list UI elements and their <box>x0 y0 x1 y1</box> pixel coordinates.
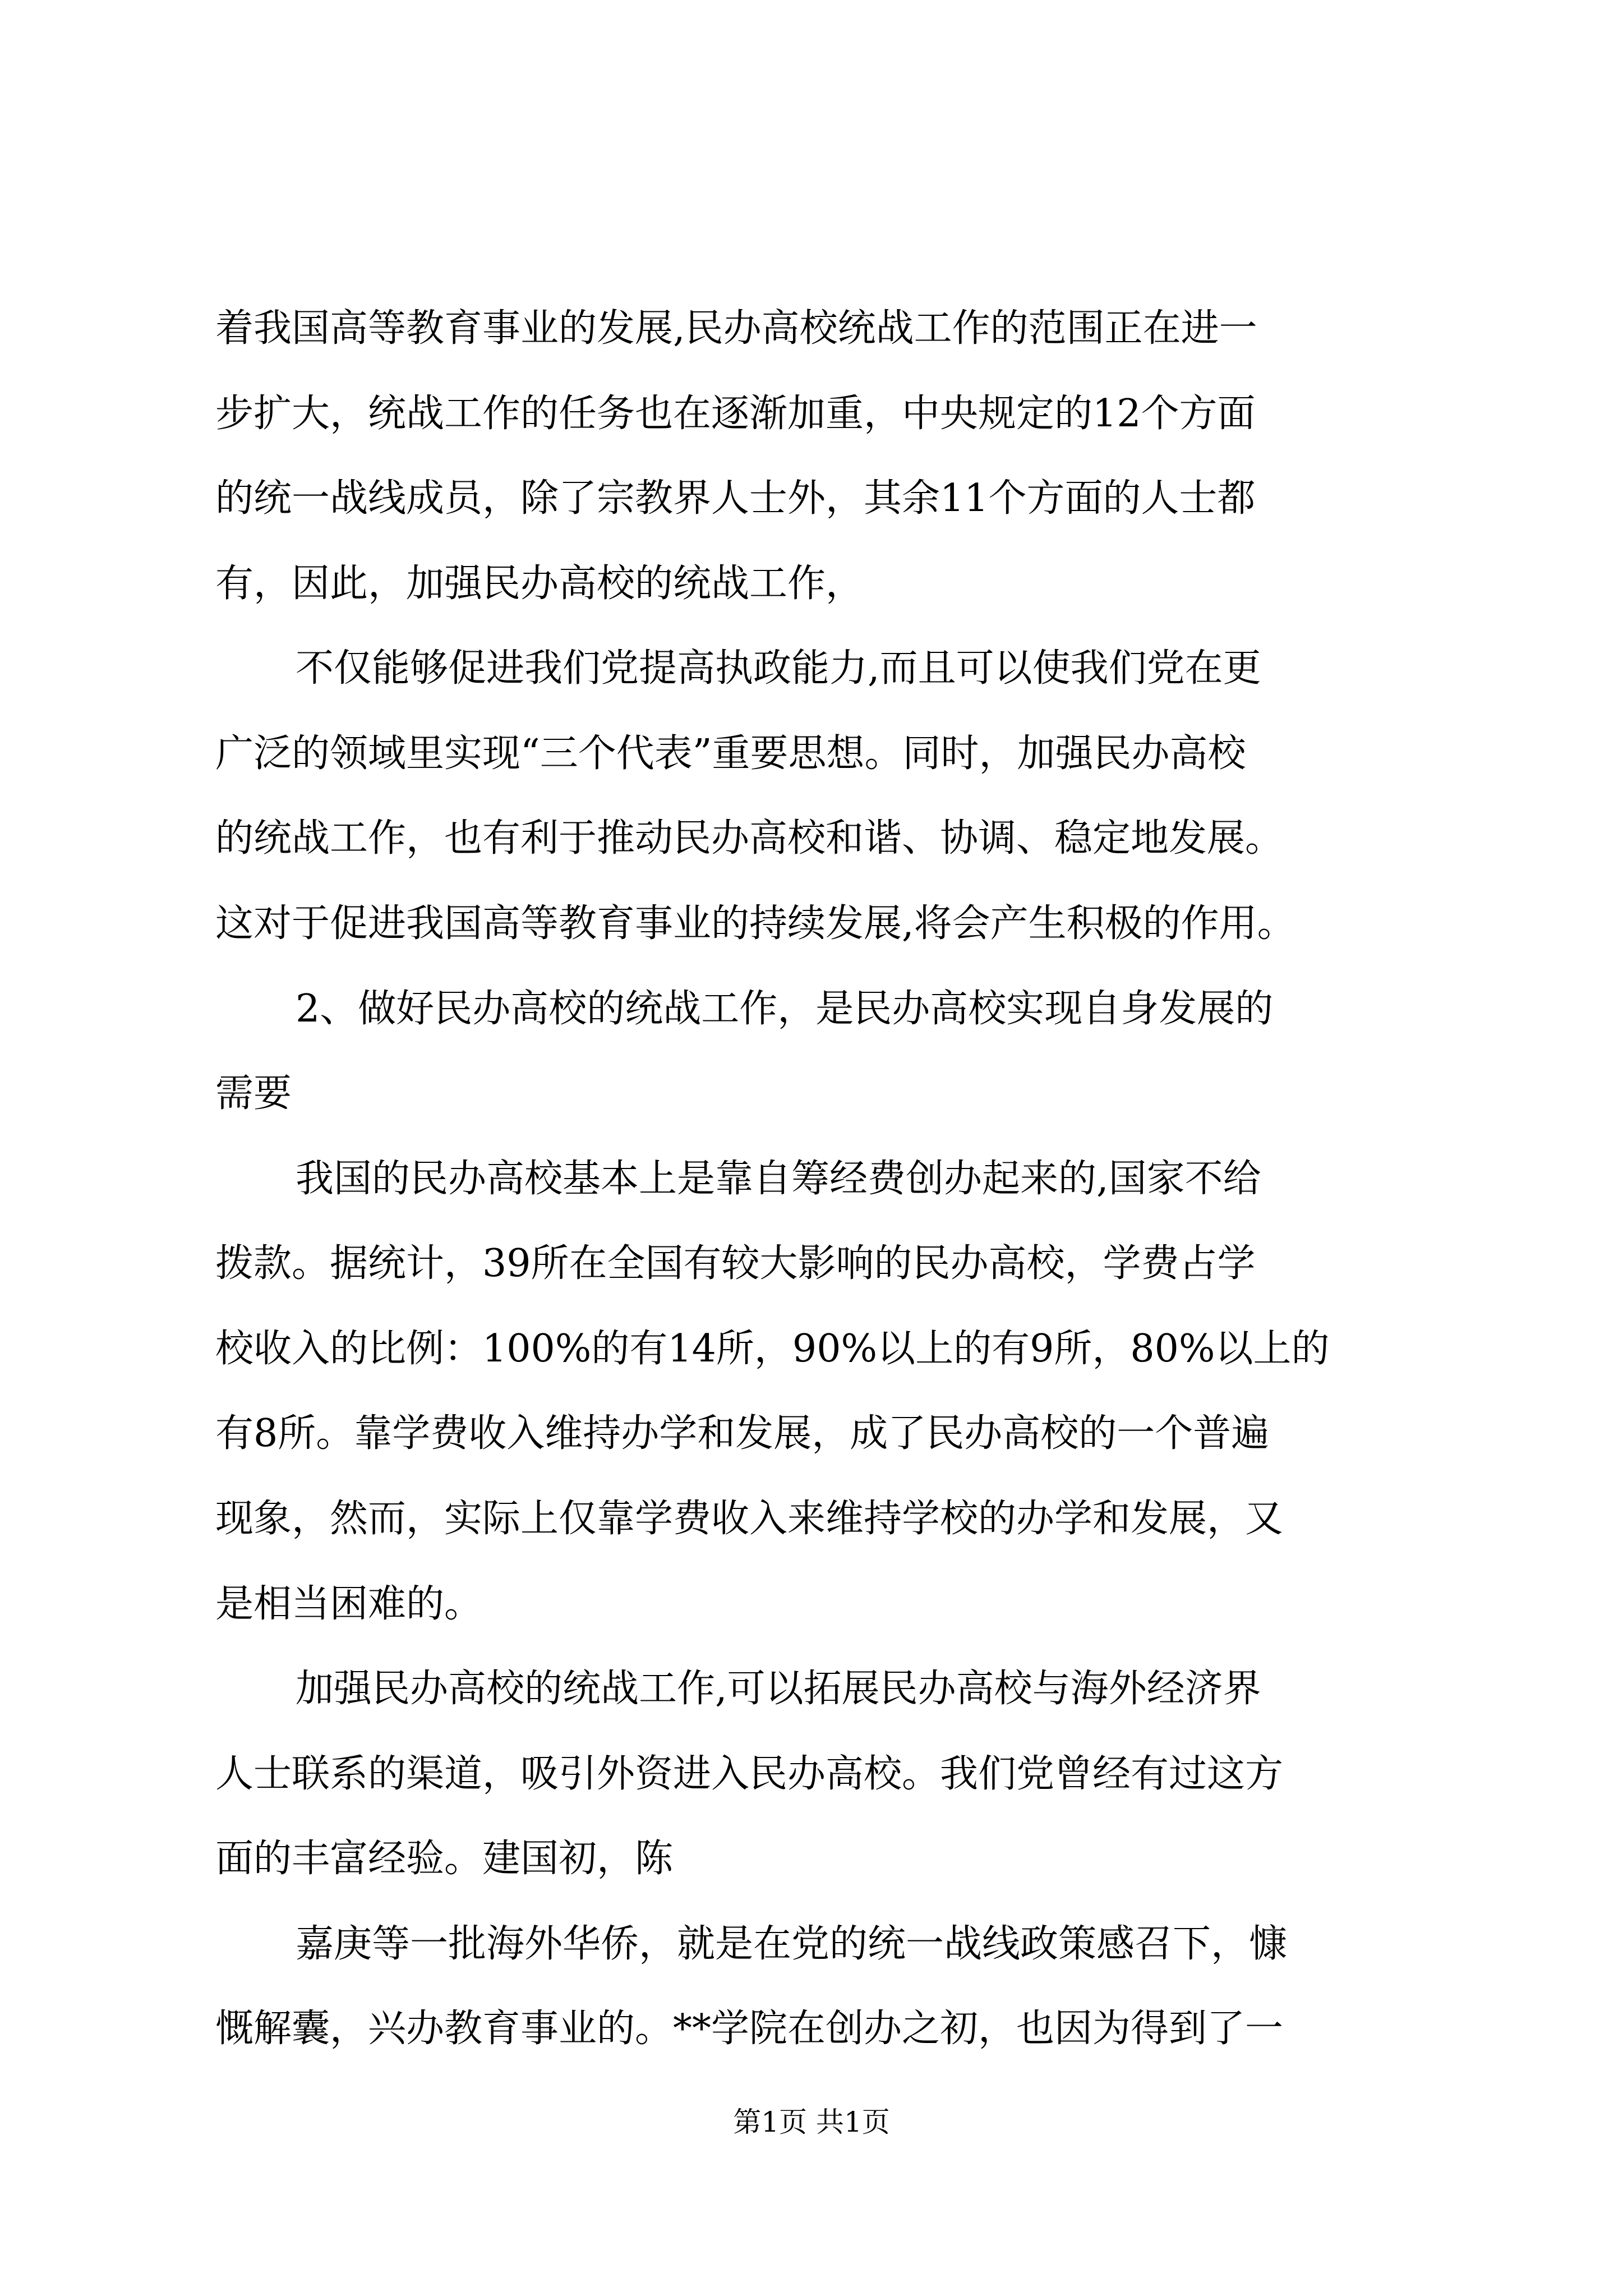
paragraph-line: 现象，然而，实际上仅靠学费收入来维持学校的办学和发展，又 <box>215 1497 1284 1541</box>
paragraph-line: 广泛的领域里实现“三个代表”重要思想。同时，加强民办高校 <box>215 731 1246 776</box>
paragraph-line: 面的丰富经验。建国初，陈 <box>215 1837 674 1881</box>
page-number-footer: 第1页 共1页 <box>733 2106 890 2138</box>
paragraph-line: 是相当困难的。 <box>215 1582 483 1626</box>
paragraph-line: 校收入的比例：100%的有14所，90%以上的有9所，80%以上的 <box>215 1327 1330 1371</box>
paragraph-line: 人士联系的渠道，吸引外资进入民办高校。我们党曾经有过这方 <box>215 1752 1284 1796</box>
paragraph-line: 不仅能够促进我们党提高执政能力,而且可以使我们党在更 <box>296 646 1261 691</box>
paragraph-line: 有8所。靠学费收入维持办学和发展，成了民办高校的一个普遍 <box>215 1411 1270 1456</box>
paragraph-line: 拨款。据统计，39所在全国有较大影响的民办高校，学费占学 <box>215 1241 1256 1286</box>
paragraph-line: 步扩大，统战工作的任务也在逐渐加重，中央规定的12个方面 <box>215 392 1256 436</box>
paragraph-line: 的统一战线成员，除了宗教界人士外，其余11个方面的人士都 <box>215 476 1256 521</box>
paragraph-line: 我国的民办高校基本上是靠自筹经费创办起来的,国家不给 <box>296 1157 1261 1201</box>
paragraph-line: 慨解囊，兴办教育事业的。**学院在创办之初，也因为得到了一 <box>215 2007 1284 2051</box>
paragraph-line: 这对于促进我国高等教育事业的持续发展,将会产生积极的作用。 <box>215 901 1295 946</box>
section-heading-line: 需要 <box>215 1071 292 1116</box>
paragraph-line: 着我国高等教育事业的发展,民办高校统战工作的范围正在进一 <box>215 306 1257 351</box>
section-heading-line: 2、做好民办高校的统战工作，是民办高校实现自身发展的 <box>296 987 1274 1031</box>
paragraph-line: 的统战工作，也有利于推动民办高校和谐、协调、稳定地发展。 <box>215 816 1284 861</box>
paragraph-line: 嘉庚等一批海外华侨，就是在党的统一战线政策感召下，慷 <box>296 1922 1288 1966</box>
paragraph-line: 有，因此，加强民办高校的统战工作， <box>215 562 864 606</box>
paragraph-line: 加强民办高校的统战工作,可以拓展民办高校与海外经济界 <box>296 1667 1261 1711</box>
